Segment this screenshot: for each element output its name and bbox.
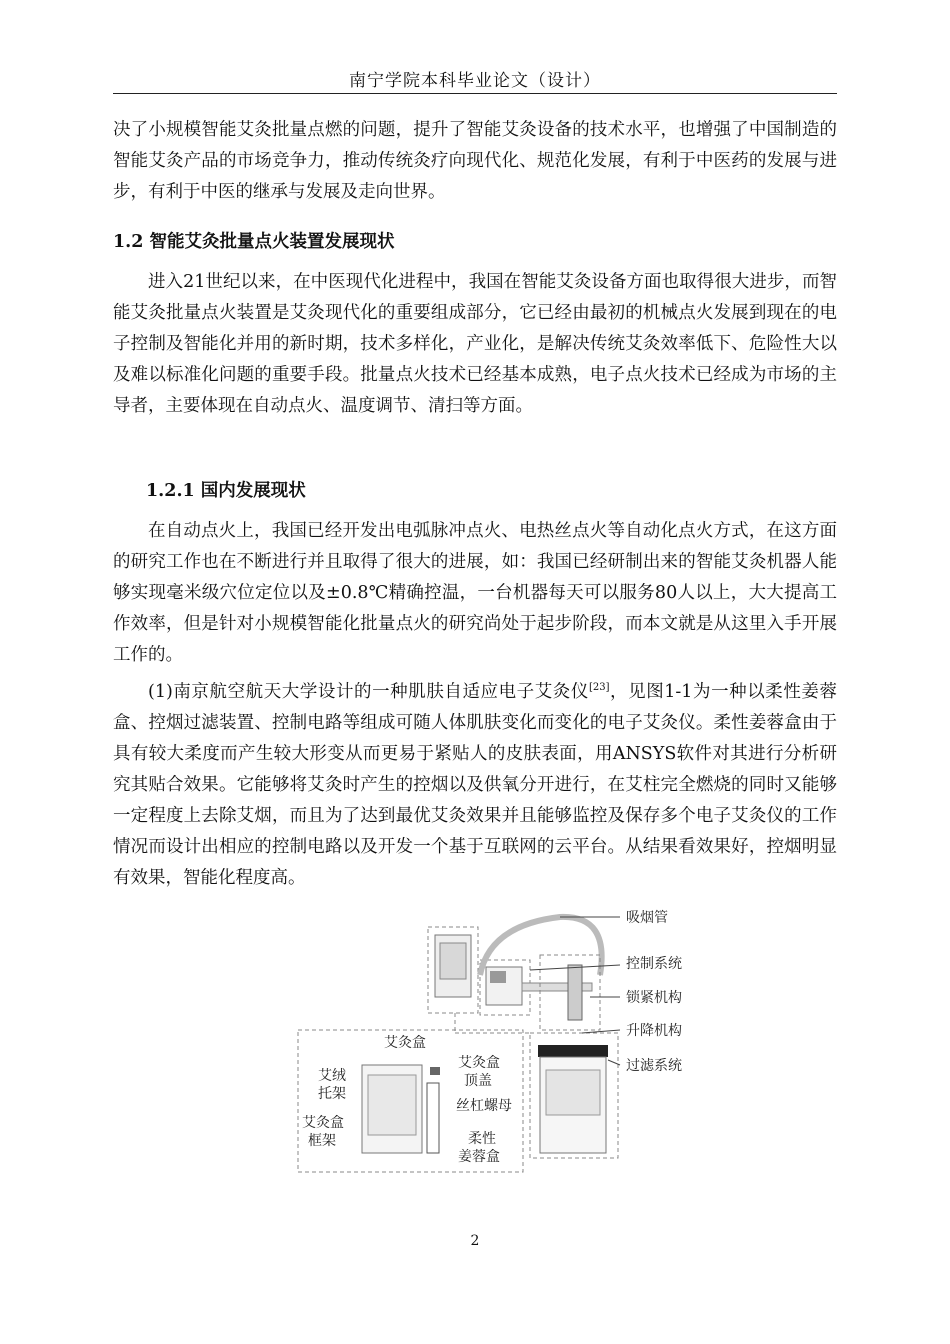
label-wool-holder-2: 托架 [318, 1086, 346, 1102]
label-locking: 锁紧机构 [626, 990, 682, 1006]
label-box-top-1: 艾灸盒 [458, 1055, 500, 1071]
paragraph-case-text-a: (1)南京航空航天大学设计的一种肌肤自适应电子艾灸仪 [148, 682, 589, 702]
label-box-title: 艾灸盒 [384, 1035, 426, 1051]
ginger-box [427, 1083, 439, 1153]
filter-top [538, 1045, 608, 1057]
paragraph-intro: 决了小规模智能艾灸批量点燃的问题，提升了智能艾灸设备的技术水平，也增强了中国制造的智能艾灸产品的市场竞争力，推动传统灸疗向现代化、规范化发展，有利于中医药的发展与进步，有利于中医的继承与发展及走向世界。 [113, 120, 837, 202]
page-number: 2 [470, 1233, 480, 1249]
label-screw-nut: 丝杠螺母 [456, 1098, 512, 1114]
label-wool-holder-1: 艾绒 [318, 1068, 346, 1084]
label-control-system: 控制系统 [626, 956, 682, 972]
paragraph-domestic: 在自动点火上，我国已经开发出电弧脉冲点火、电热丝点火等自动化点火方式，在这方面的研究工作也在不断进行并且取得了很大的进展，如：我国已经研制出来的智能艾灸机器人能够实现毫米级穴位定位以及±0.8℃精确控温，一台机器每天可以服务80人以上，大大提高工作效率，但是针对小规模智能化批量点火的研究尚处于起步阶段，而本文就是从这里入手开展工作的。 [113, 521, 837, 665]
paragraph-development: 进入21世纪以来，在中医现代化进程中，我国在智能艾灸设备方面也取得很大进步，而智能艾灸批量点火装置是艾灸现代化的重要组成部分，它已经由最初的机械点火发展到现在的电子控制及智能化并用的新时期，技术多样化，产业化，是解决传统艾灸效率低下、危险性大以及难以标准化问题的重要手段。批量点火技术已经基本成熟，电子点火技术已经成为市场的主导者，主要体现在自动点火、温度调节、清扫等方面。 [113, 272, 837, 416]
header-rule [113, 93, 837, 94]
label-box-frame-2: 框架 [308, 1133, 336, 1149]
citation-23: [23] [588, 682, 610, 694]
label-ginger-2: 姜蓉盒 [458, 1149, 500, 1165]
label-filter: 过滤系统 [626, 1058, 682, 1074]
paragraph-case-nuaa [113, 677, 837, 894]
label-box-frame-1: 艾灸盒 [302, 1115, 344, 1131]
label-ginger-1: 柔性 [468, 1131, 496, 1147]
section-heading-1-2-1: 1.2.1 国内发展现状 [146, 481, 306, 501]
running-header: 南宁学院本科毕业论文（设计） [349, 71, 601, 91]
section-heading-1-2: 1.2 智能艾灸批量点火装置发展现状 [113, 232, 395, 252]
label-box-top-2: 顶盖 [464, 1073, 492, 1089]
lifting-rod [568, 965, 582, 1020]
paragraph-case-text-b: ，见图1-1为一种以柔性姜蓉盒、控烟过滤装置、控制电路等组成可随人体肌肤变化而变化的电子艾灸仪。柔性姜蓉盒由于具有较大柔度而产生较大形变从而更易于紧贴人的皮肤表面，用ANSYS软件对其进行分析研究其贴合效果。它能够将艾灸时产生的控烟以及供氧分开进行，在艾柱完全燃烧的同时又能够一定程度上去除艾烟，而且为了达到最优艾灸效果并且能够监控及保存多个电子艾灸仪的工作情况而设计出相应的控制电路以及开发一个基于互联网的云平台。从结果看效果好，控烟明显有效果，智能化程度高。 [113, 682, 837, 888]
device-figure [290, 905, 710, 1180]
smoke-tube [480, 917, 602, 975]
label-smoke-tube: 吸烟管 [626, 910, 668, 926]
label-lifting: 升降机构 [626, 1023, 682, 1039]
